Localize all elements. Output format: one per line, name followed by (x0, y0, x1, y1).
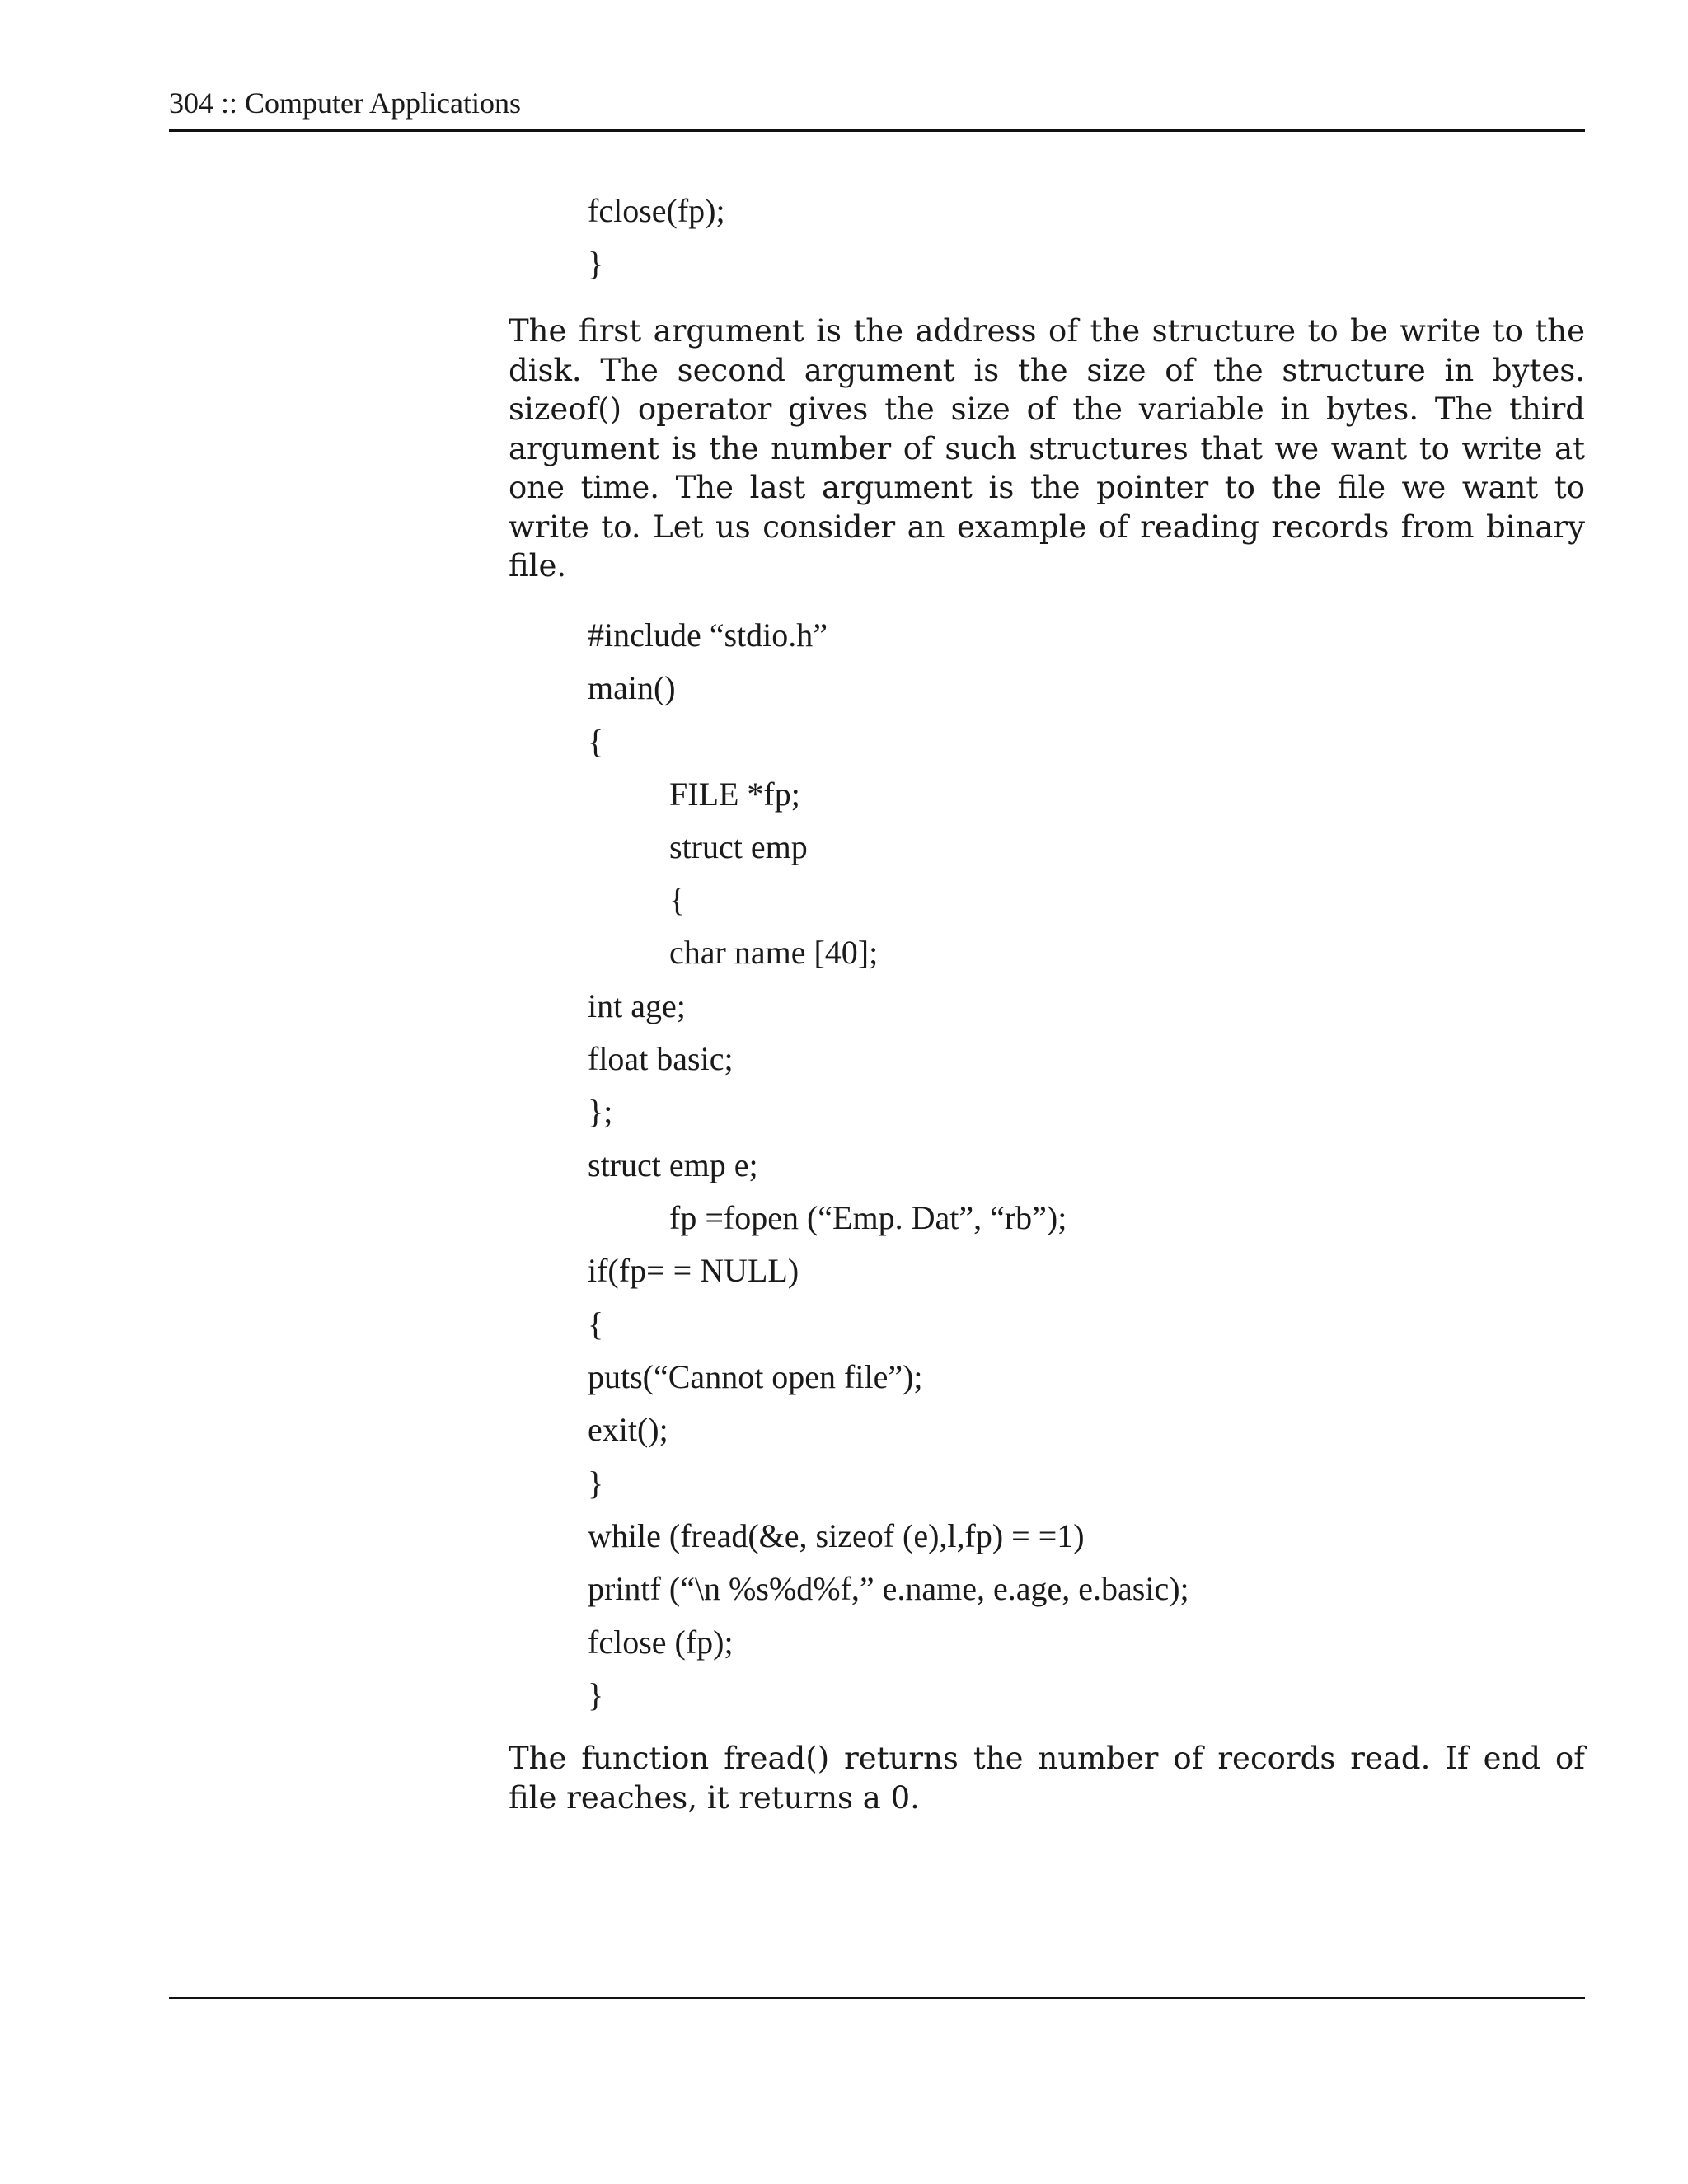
code-line: FILE *fp; (669, 776, 800, 813)
code-line: struct emp e; (588, 1146, 758, 1183)
code-line: exit(); (588, 1411, 668, 1448)
code-line: main() (588, 669, 676, 706)
code-line: char name [40]; (669, 934, 879, 971)
code-line: while (fread(&e, sizeof (e),l,fp) = =1) (588, 1517, 1085, 1554)
code-line: }; (588, 1093, 613, 1130)
running-head: 304 :: Computer Applications (169, 87, 521, 120)
code-line: fclose (fp); (588, 1624, 734, 1661)
code-line: struct emp (669, 828, 808, 865)
code-line: { (588, 1305, 604, 1343)
code-line: int age; (588, 987, 686, 1024)
body-paragraph: The first argument is the address of the structure to be write to the disk. The second argument is the size of the structure in bytes. sizeof() operator gives the size of the variable in bytes. The third argument is the number of such structures that we want to write at one time. The last argument is the pointer to the file we want to write to. Let us consider an example of reading records from binary file. (509, 313, 1585, 583)
code-line: { (669, 881, 686, 918)
code-line: fclose(fp); (588, 192, 725, 229)
code-line: { (588, 723, 604, 760)
footer-rule (169, 1997, 1585, 1999)
body-paragraph: The function fread() returns the number of records read. If end of file reaches, it returns a 0. (509, 1741, 1585, 1816)
code-line: printf (“\n %s%d%f,” e.name, e.age, e.basic); (588, 1570, 1189, 1607)
code-line: puts(“Cannot open file”); (588, 1358, 923, 1395)
code-line: fp =fopen (“Emp. Dat”, “rb”); (669, 1199, 1067, 1236)
code-line: } (588, 1676, 604, 1713)
code-line: #include “stdio.h” (588, 616, 828, 654)
code-line: } (588, 1465, 604, 1502)
code-line: float basic; (588, 1040, 734, 1077)
code-line: if(fp= = NULL) (588, 1252, 799, 1289)
header-rule (169, 129, 1585, 132)
code-line: } (588, 245, 604, 282)
